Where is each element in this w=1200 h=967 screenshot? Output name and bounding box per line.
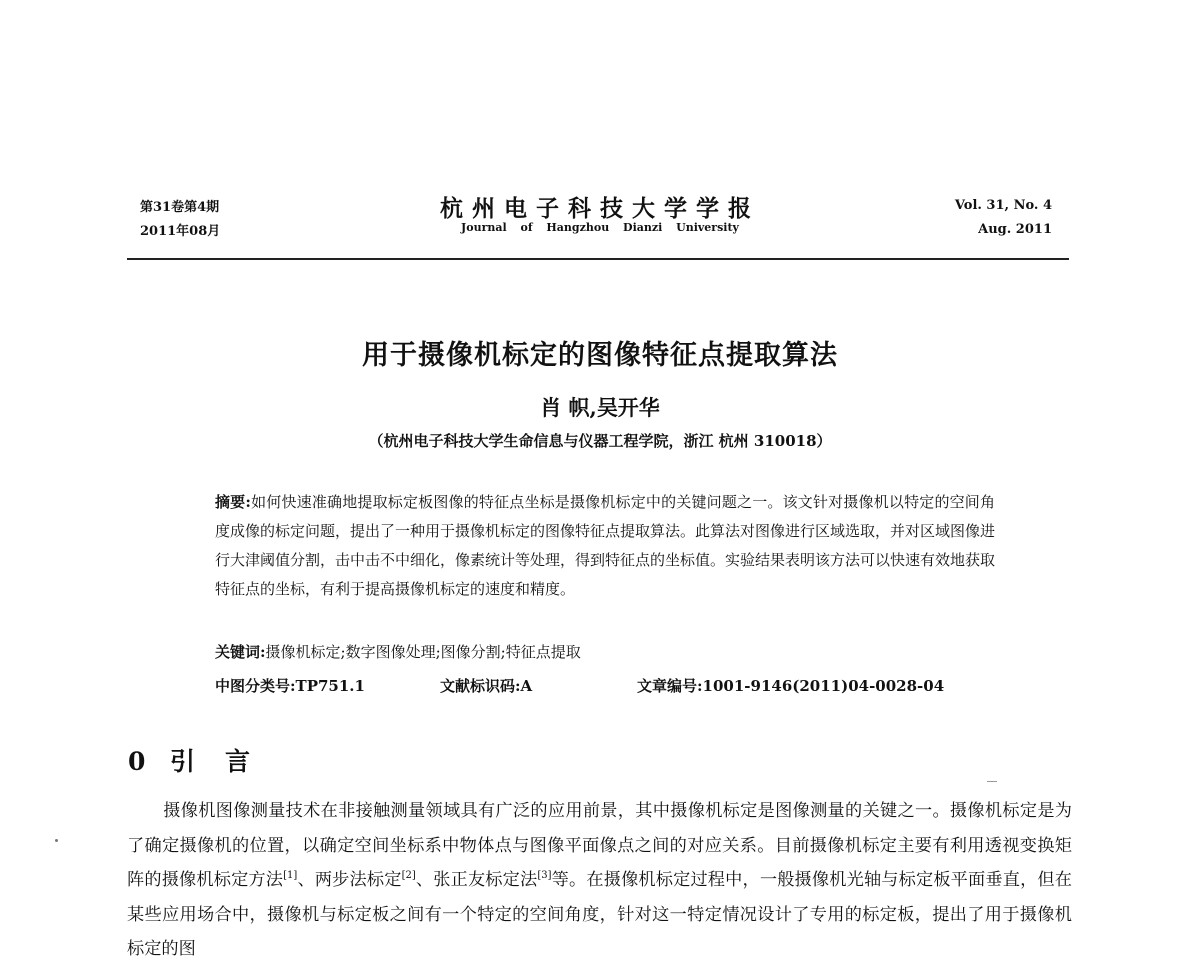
keywords-label: 关键词: <box>215 643 266 661</box>
citation-2: [2] <box>401 870 416 881</box>
keywords-text: 摄像机标定;数字图像处理;图像分割;特征点提取 <box>265 643 581 661</box>
section-title-char-1: 引 <box>170 747 196 776</box>
journal-title-en: Journal of Hangzhou Dianzi University <box>461 221 739 234</box>
citation-1: [1] <box>283 870 298 881</box>
author-separator: , <box>589 395 597 420</box>
volume-issue-en: Vol. 31, No. 4 <box>954 198 1052 213</box>
abstract-label: 摘要: <box>215 493 251 511</box>
intro-text-2: 、两步法标定 <box>297 870 402 890</box>
authors <box>0 392 1200 422</box>
intro-text-1: 摄像机图像测量技术在非接触测量领域具有广泛的应用前景，其中摄像机标定是图像测量的关键之一。摄像机标定是为了确定摄像机的位置，以确定空间坐标系中物体点与图像平面像点之间的对应关系。目前摄像机标定主要有利用透视变换矩阵的摄像机标定方法 <box>127 801 1072 890</box>
document-code: 文献标识码:A <box>440 677 533 695</box>
paper-title: 用于摄像机标定的图像特征点提取算法 <box>362 340 838 371</box>
intro-text-3: 、张正友标定法 <box>415 870 538 890</box>
abstract-text: 如何快速准确地提取标定板图像的特征点坐标是摄像机标定中的关键问题之一。该文针对摄像机以特定的空间角度成像的标定问题，提出了一种用于摄像机标定的图像特征点提取算法。此算法对图像进行区域选取，并对区域图像进行大津阈值分割，击中击不中细化，像素统计等处理，得到特征点的坐标值。实验结果表明该方法可以快速有效地获取特征点的坐标，有利于提高摄像机标定的速度和精度。 <box>215 493 996 598</box>
volume-issue-cn: 第31卷第4期 <box>140 200 220 215</box>
section-heading <box>128 742 250 778</box>
clc-number: 中图分类号:TP751.1 <box>215 677 365 695</box>
scan-mark <box>987 781 997 782</box>
date-cn: 2011年08月 <box>140 224 221 239</box>
section-number: 0 <box>128 747 146 776</box>
scan-mark <box>55 839 58 842</box>
abstract <box>215 488 995 604</box>
section-title-char-2: 言 <box>225 747 251 776</box>
keywords <box>215 641 581 662</box>
header-rule <box>127 258 1069 260</box>
affiliation: （杭州电子科技大学生命信息与仪器工程学院，浙江 杭州 310018） <box>368 432 832 450</box>
journal-title-cn: 杭州电子科技大学学报 <box>440 195 760 222</box>
intro-paragraph <box>127 794 1072 967</box>
author-2: 吴开华 <box>596 395 660 420</box>
citation-3: [3] <box>537 870 552 881</box>
article-number: 文章编号:1001-9146(2011)04-0028-04 <box>637 677 945 695</box>
intro-text-4: 等。在摄像机标定过程中，一般摄像机光轴与标定板平面垂直，但在某些应用场合中，摄像机与标定板之间有一个特定的空间角度，针对这一特定情况设计了专用的标定板，提出了用于摄像机标定的图 <box>127 870 1072 959</box>
date-en: Aug. 2011 <box>978 222 1052 237</box>
author-1: 肖 帜 <box>540 395 590 420</box>
